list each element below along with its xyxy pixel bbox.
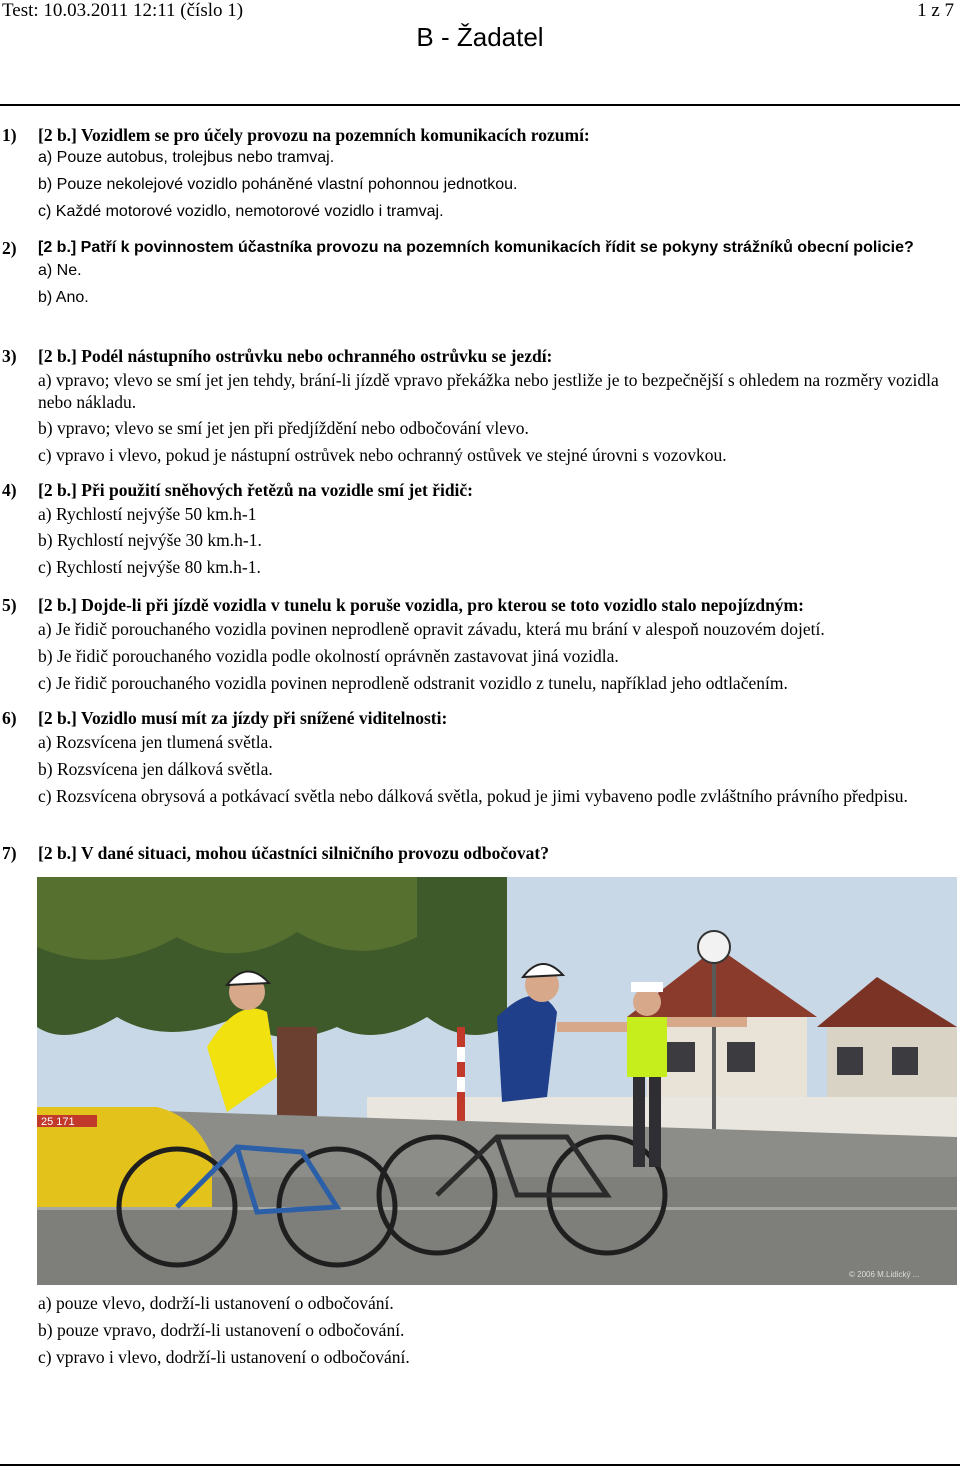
answer-option-b[interactable]: b) Rychlostí nejvýše 30 km.h-1. (38, 530, 262, 550)
answer-option-b[interactable]: b) Pouze nekolejové vozidlo poháněné vlastní pohonnou jednotkou. (38, 176, 518, 193)
question-number: 6) (2, 708, 17, 728)
question-number: 7) (2, 843, 17, 863)
question-text: [2 b.] Vozidlo musí mít za jízdy při snížené viditelnosti: (38, 708, 448, 728)
question-text: [2 b.] Patří k povinnostem účastníka provozu na pozemních komunikacích řídit se pokyny strážníků obecní policie? (38, 239, 914, 256)
question-7-options (38, 1290, 410, 1371)
answer-option-b[interactable]: b) vpravo; vlevo se smí jet jen při předjíždění nebo odbočování vlevo. (38, 418, 529, 438)
answer-option-a[interactable]: a) Rychlostí nejvýše 50 km.h-1 (38, 504, 257, 524)
question-4 (2, 479, 940, 578)
question-2 (2, 237, 940, 309)
question-number: 5) (2, 595, 17, 615)
question-7 (2, 842, 940, 864)
traffic-situation-photo (37, 877, 957, 1285)
test-header: Test: 10.03.2011 12:11 (číslo 1) (2, 0, 244, 21)
answer-option-b[interactable]: b) Ano. (38, 289, 89, 306)
bottom-divider (0, 1464, 960, 1466)
question-number: 4) (2, 480, 17, 500)
photo-watermark: © 2006 M.Lidický ... (849, 1270, 920, 1279)
question-text: [2 b.] Vozidlem se pro účely provozu na pozemních komunikacích rozumí: (38, 125, 590, 145)
answer-option-a[interactable]: a) vpravo; vlevo se smí jet jen tehdy, brání-li jízdě vpravo překážka nebo jestliže je to bezpečnější s ohledem na rozměry vozidla nebo nákladu. (38, 370, 939, 412)
top-divider (0, 104, 960, 106)
answer-option-a[interactable]: a) Je řidič porouchaného vozidla povinen neprodleně opravit závadu, která mu brání v alespoň nouzovém dojetí. (38, 619, 825, 639)
question-number: 1) (2, 125, 17, 145)
answer-option-c[interactable]: c) Každé motorové vozidlo, nemotorové vozidlo i tramvaj. (38, 203, 444, 220)
question-text: [2 b.] Podél nástupního ostrůvku nebo ochranného ostrůvku se jezdí: (38, 346, 553, 366)
answer-option-b[interactable]: b) pouze vpravo, dodrží-li ustanovení o odbočování. (38, 1320, 405, 1340)
car-number-text: 25 171 (41, 1116, 75, 1128)
answer-option-b[interactable]: b) Je řidič porouchaného vozidla podle okolností oprávněn zastavovat jiná vozidla. (38, 646, 619, 666)
answer-option-c[interactable]: c) Rozsvícena obrysová a potkávací světla nebo dálková světla, pokud je jimi vybaveno podle zvláštního právního předpisu. (38, 786, 908, 806)
question-3 (2, 345, 940, 466)
answer-option-c[interactable]: c) Je řidič porouchaného vozidla povinen neprodleně odstranit vozidlo z tunelu, například jeho odtlačením. (38, 673, 788, 693)
question-text: [2 b.] Dojde-li při jízdě vozidla v tunelu k poruše vozidla, pro kterou se toto vozidlo stalo nepojízdným: (38, 595, 804, 615)
answer-option-c[interactable]: c) vpravo i vlevo, dodrží-li ustanovení o odbočování. (38, 1347, 410, 1367)
answer-option-a[interactable]: a) Rozsvícena jen tlumená světla. (38, 732, 273, 752)
answer-option-a[interactable]: a) Ne. (38, 262, 82, 279)
question-6 (2, 707, 940, 807)
question-number: 2) (2, 238, 17, 258)
page-title: B - Žadatel (416, 22, 544, 52)
page-counter: 1 z 7 (917, 0, 954, 21)
answer-option-b[interactable]: b) Rozsvícena jen dálková světla. (38, 759, 273, 779)
question-5 (2, 594, 940, 694)
answer-option-a[interactable]: a) Pouze autobus, trolejbus nebo tramvaj. (38, 149, 335, 166)
question-text: [2 b.] V dané situaci, mohou účastníci silničního provozu odbočovat? (38, 843, 549, 863)
answer-option-a[interactable]: a) pouze vlevo, dodrží-li ustanovení o odbočování. (38, 1293, 394, 1313)
question-number: 3) (2, 346, 17, 366)
question-text: [2 b.] Při použití sněhových řetězů na vozidle smí jet řidič: (38, 480, 474, 500)
question-1 (2, 124, 940, 223)
answer-option-c[interactable]: c) Rychlostí nejvýše 80 km.h-1. (38, 557, 261, 577)
answer-option-c[interactable]: c) vpravo i vlevo, pokud je nástupní ostrůvek nebo ochranný ostůvek ve stejné úrovni s vozovkou. (38, 445, 727, 465)
